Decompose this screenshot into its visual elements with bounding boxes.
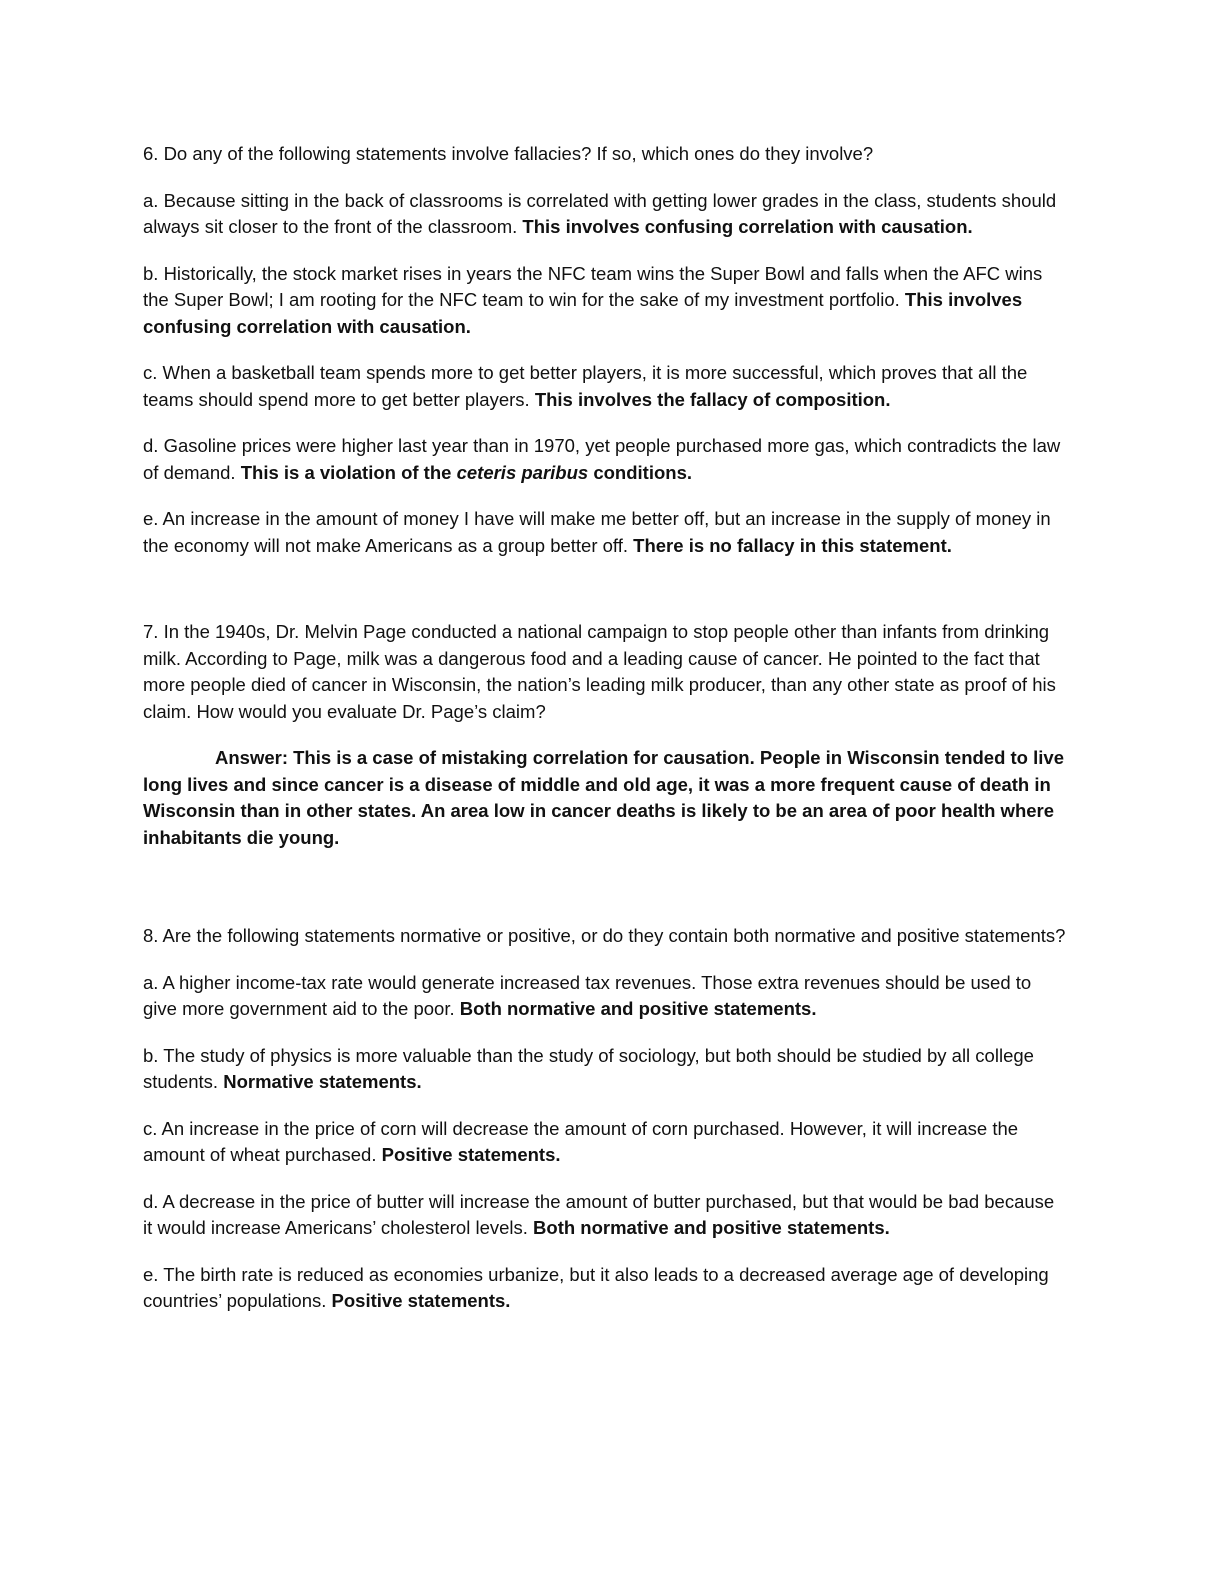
q8-item-e-answer: Positive statements.	[331, 1290, 511, 1311]
q6-item-d-answer-pre: This is a violation of the	[240, 461, 452, 483]
q6-item-e-answer: There is no fallacy in this statement.	[633, 534, 952, 556]
q6-item-b-text: b. Historically, the stock market rises in years the NFC team wins the Super Bowl and falls when the AFC wins the Super Bowl; I am rooting for the NFC team to win for the sake of my investment portfolio.	[143, 262, 1043, 310]
q8-item-c-answer: Positive statements.	[381, 1144, 561, 1165]
q8-item-d-text: d. A decrease in the price of butter will increase the amount of butter purchased, but that would be bad because it would increase Americans’ cholesterol levels.	[143, 1190, 1055, 1238]
q6-item-b-answer: This involves confusing correlation with causation.	[143, 289, 1023, 337]
q8-item-c	[143, 1116, 1068, 1169]
q8-item-d-answer: Both normative and positive statements.	[533, 1217, 890, 1238]
q6-item-b	[143, 261, 1068, 341]
q6-item-d-answer	[241, 462, 692, 483]
q7-prompt: 7. In the 1940s, Dr. Melvin Page conducted a national campaign to stop people other than infants from drinking milk. According to Page, milk was a dangerous food and a leading cause of cancer. He pointed to the fact that more people died of cancer in Wisconsin, the nation’s leading milk producer, than any other state as proof of his claim. How would you evaluate Dr. Page’s claim?	[143, 621, 1056, 722]
q6-item-a	[143, 188, 1068, 241]
spacer	[143, 579, 1068, 619]
q8-item-e-text: e. The birth rate is reduced as economies urbanize, but it also leads to a decreased average age of developing countries’ populations.	[143, 1263, 1049, 1311]
spacer	[143, 871, 1068, 923]
q6-item-c-text: c. When a basketball team spends more to get better players, it is more successful, which proves that all the teams should spend more to get better players.	[143, 362, 1028, 410]
q8-item-b-answer: Normative statements.	[223, 1071, 422, 1092]
q6-item-a-answer: This involves confusing correlation with causation.	[522, 216, 973, 237]
q8-item-a	[143, 970, 1068, 1023]
q6-item-d-answer-italic: ceteris paribus	[456, 461, 589, 483]
q6-item-c-answer: This involves the fallacy of composition.	[534, 388, 891, 410]
document-page	[143, 141, 1068, 1335]
q6-prompt: 6. Do any of the following statements involve fallacies? If so, which ones do they involve?	[143, 143, 874, 164]
q8-item-a-answer: Both normative and positive statements.	[459, 998, 817, 1019]
q8-item-a-text: a. A higher income-tax rate would generate increased tax revenues. Those extra revenues should be used to give more government aid to the poor.	[143, 971, 1032, 1019]
q8-item-b	[143, 1043, 1068, 1096]
q8-item-e	[143, 1262, 1068, 1315]
q8-item-d	[143, 1189, 1068, 1242]
q6-item-e-text: e. An increase in the amount of money I have will make me better off, but an increase in the supply of money in the economy will not make Americans as a group better off.	[143, 508, 1051, 556]
q6-item-c	[143, 360, 1068, 413]
q8-item-b-text: b. The study of physics is more valuable than the study of sociology, but both should be studied by all college students.	[143, 1044, 1034, 1092]
q6-item-e	[143, 506, 1068, 559]
q6-item-d-answer-post: conditions.	[593, 461, 693, 483]
q8-prompt: 8. Are the following statements normative or positive, or do they contain both normative and positive statements?	[143, 925, 1066, 946]
q6-item-a-text: a. Because sitting in the back of classrooms is correlated with getting lower grades in the class, students should always sit closer to the front of the classroom.	[143, 189, 1057, 237]
q6-item-d	[143, 433, 1068, 486]
q7-answer: Answer: This is a case of mistaking correlation for causation. People in Wisconsin tended to live long lives and since cancer is a disease of middle and old age, it was a more frequent cause of death in Wisconsin than in other states. An area low in cancer deaths is likely to be an area of poor health where inhabitants die young.	[143, 747, 1064, 848]
q8-item-c-text: c. An increase in the price of corn will decrease the amount of corn purchased. However, it will increase the amount of wheat purchased.	[143, 1117, 1019, 1165]
q6-item-d-text: d. Gasoline prices were higher last year than in 1970, yet people purchased more gas, which contradicts the law of demand.	[143, 435, 1061, 483]
